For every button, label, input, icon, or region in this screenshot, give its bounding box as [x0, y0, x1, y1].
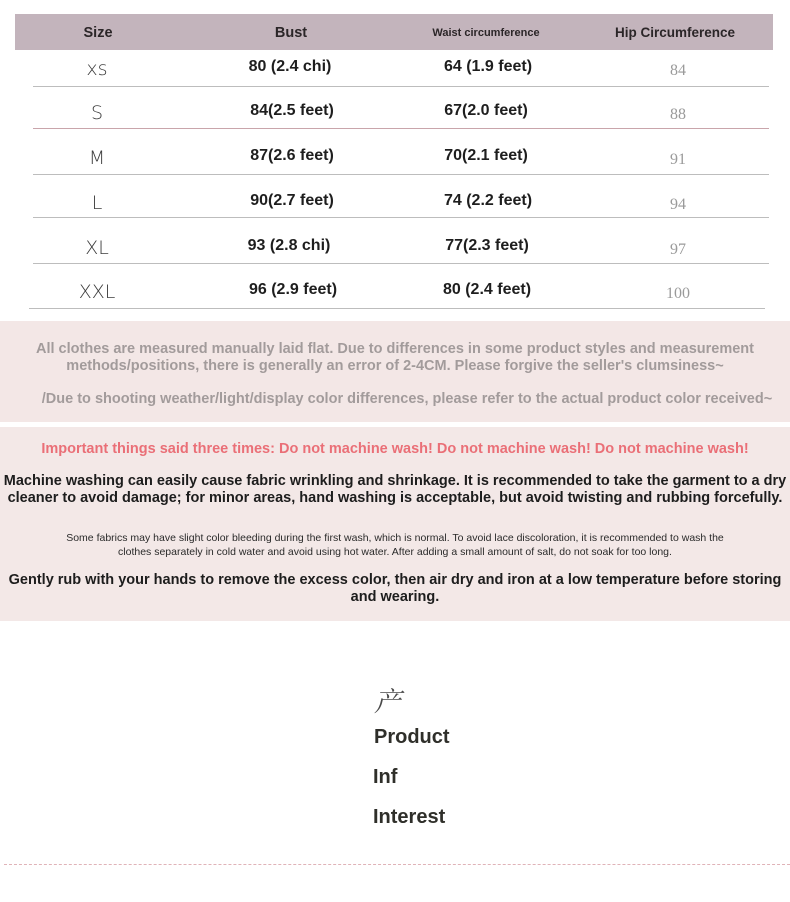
- wash-paragraph-line: Machine washing can easily cause fabric wrinkling and shrinkage. It is recommended to take the garment to a dry: [3, 473, 787, 489]
- product-glyph: 产: [374, 687, 401, 718]
- bust-cell: 90(2.7 feet): [250, 192, 334, 209]
- header-hip: Hip Circumference: [614, 25, 736, 40]
- wash-paragraph: [0, 473, 790, 507]
- row-divider: [33, 86, 769, 87]
- size-cell: xs: [86, 58, 108, 80]
- size-cell: S: [90, 102, 104, 124]
- hip-cell: 100: [666, 285, 690, 302]
- measure-note-line: methods/positions, there is generally an error of 2-4CM. Please forgive the seller's clumsiness~: [66, 358, 724, 374]
- row-divider: [29, 308, 765, 309]
- wash-paragraph-line: Gently rub with your hands to remove the excess color, then air dry and iron at a low temperature before storing: [8, 572, 782, 588]
- product-label: Product: [374, 726, 450, 748]
- waist-cell: 74 (2.2 feet): [443, 192, 533, 209]
- table-row: [0, 143, 790, 187]
- wash-paragraph-small: [0, 531, 790, 559]
- bust-cell: 84(2.5 feet): [250, 102, 334, 119]
- size-table-header: [15, 14, 773, 50]
- row-divider: [33, 217, 769, 218]
- row-divider: [33, 174, 769, 175]
- washing-note: [0, 427, 790, 621]
- hip-cell: 97: [670, 241, 686, 258]
- size-cell: L: [91, 192, 103, 214]
- wash-paragraph-line: clothes separately in cold water and avoid using hot water. After adding a small amount of salt, do not soak for too long.: [118, 546, 672, 558]
- hip-cell: 91: [670, 151, 686, 168]
- header-bust: Bust: [274, 25, 308, 41]
- interest-label: Interest: [373, 806, 446, 828]
- waist-cell: 67(2.0 feet): [444, 102, 528, 119]
- bust-cell: 93 (2.8 chi): [247, 237, 331, 254]
- size-cell: XXL: [78, 281, 116, 303]
- table-row: [0, 233, 790, 277]
- bust-cell: 87(2.6 feet): [250, 147, 334, 164]
- color-note-line: /Due to shooting weather/light/display color differences, please refer to the actual product color received~: [41, 391, 773, 407]
- header-size: Size: [83, 25, 113, 41]
- table-row: [0, 54, 790, 98]
- size-cell: M: [88, 147, 106, 169]
- table-row: [0, 98, 790, 142]
- size-cell: XL: [85, 237, 109, 259]
- waist-cell: 70(2.1 feet): [444, 147, 528, 164]
- wash-paragraph-line: cleaner to avoid damage; for minor areas, hand washing is acceptable, but avoid twisting and rubbing forcefully.: [7, 490, 783, 506]
- hip-cell: 88: [670, 106, 686, 123]
- measure-note-line: All clothes are measured manually laid flat. Due to differences in some product styles and measurement: [36, 341, 754, 357]
- table-row: [0, 277, 790, 321]
- waist-cell: 77(2.3 feet): [445, 237, 529, 254]
- wash-paragraph-line: and wearing.: [350, 589, 440, 605]
- wash-warning: Important things said three times: Do not machine wash! Do not machine wash! Do not machine wash!: [41, 441, 749, 457]
- wash-paragraph-line: Some fabrics may have slight color bleeding during the first wash, which is normal. To avoid lace discoloration, it is recommended to wash the: [66, 532, 724, 544]
- waist-cell: 80 (2.4 feet): [442, 281, 532, 298]
- hip-cell: 84: [670, 62, 686, 79]
- hip-cell: 94: [670, 196, 686, 213]
- section-divider: [4, 864, 790, 865]
- table-row: [0, 188, 790, 232]
- row-divider: [33, 128, 769, 129]
- waist-cell: 64 (1.9 feet): [443, 58, 533, 75]
- info-label: Inf: [373, 766, 398, 788]
- row-divider: [33, 263, 769, 264]
- wash-paragraph: [0, 572, 790, 606]
- measurement-note: [0, 321, 790, 422]
- bust-cell: 96 (2.9 feet): [248, 281, 338, 298]
- bust-cell: 80 (2.4 chi): [248, 58, 332, 75]
- header-waist: Waist circumference: [432, 27, 540, 39]
